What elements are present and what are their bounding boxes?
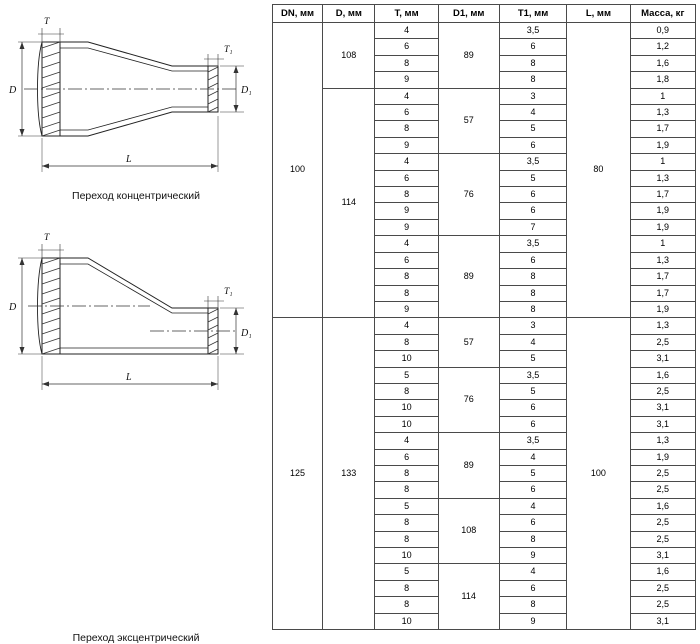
cell-mass: 3,1: [630, 613, 695, 629]
concentric-reducer-drawing: [0, 4, 272, 204]
cell-t: 10: [375, 416, 438, 432]
col-header-d: D, мм: [323, 5, 375, 23]
cell-t: 6: [375, 449, 438, 465]
cell-t: 8: [375, 187, 438, 203]
cell-mass: 2,5: [630, 334, 695, 350]
cell-t: 10: [375, 548, 438, 564]
cell-mass: 1,9: [630, 137, 695, 153]
cell-t: 10: [375, 613, 438, 629]
cell-t1: 6: [499, 400, 567, 416]
cell-t: 9: [375, 72, 438, 88]
label-D-fig2: D: [9, 302, 17, 313]
cell-mass: 2,5: [630, 597, 695, 613]
cell-mass: 1: [630, 154, 695, 170]
cell-mass: 1,3: [630, 170, 695, 186]
cell-t1: 4: [499, 498, 567, 514]
cell-mass: 2,5: [630, 515, 695, 531]
cell-t1: 6: [499, 187, 567, 203]
cell-mass: 1,3: [630, 105, 695, 121]
cell-mass: 1,7: [630, 187, 695, 203]
cell-mass: 1,6: [630, 55, 695, 71]
cell-t: 4: [375, 433, 438, 449]
spec-table: [272, 4, 696, 630]
cell-t1: 3: [499, 88, 567, 104]
cell-t1: 6: [499, 580, 567, 596]
table-row: [273, 88, 696, 104]
cell-t: 5: [375, 367, 438, 383]
cell-t: 8: [375, 531, 438, 547]
cell-t: 8: [375, 515, 438, 531]
cell-t1: 6: [499, 39, 567, 55]
cell-t1: 8: [499, 301, 567, 317]
label-T1-fig1: T₁: [224, 45, 233, 55]
cell-mass: 1,3: [630, 252, 695, 268]
cell-d1: 89: [438, 236, 499, 318]
cell-mass: 3,1: [630, 548, 695, 564]
cell-t1: 5: [499, 351, 567, 367]
table-row: [273, 318, 696, 334]
cell-t1: 9: [499, 548, 567, 564]
cell-t: 10: [375, 351, 438, 367]
cell-d1: 89: [438, 23, 499, 89]
eccentric-reducer-drawing: [0, 226, 272, 426]
cell-mass: 1,6: [630, 367, 695, 383]
cell-d: 114: [323, 88, 375, 318]
cell-t: 5: [375, 498, 438, 514]
cell-t: 8: [375, 334, 438, 350]
cell-dn: 125: [273, 318, 323, 630]
cell-t1: 3,5: [499, 236, 567, 252]
cell-mass: 1,2: [630, 39, 695, 55]
cell-t1: 3,5: [499, 367, 567, 383]
cell-d1: 57: [438, 318, 499, 367]
cell-mass: 1,9: [630, 449, 695, 465]
cell-t: 10: [375, 400, 438, 416]
diagram-panel: [0, 0, 272, 644]
cell-t: 8: [375, 285, 438, 301]
cell-t1: 5: [499, 170, 567, 186]
cell-mass: 2,5: [630, 482, 695, 498]
cell-d1: 76: [438, 367, 499, 433]
cell-mass: 0,9: [630, 23, 695, 39]
cell-mass: 1: [630, 88, 695, 104]
cell-mass: 1: [630, 236, 695, 252]
cell-t: 6: [375, 252, 438, 268]
cell-d1: 89: [438, 433, 499, 499]
cell-t: 9: [375, 219, 438, 235]
cell-t1: 8: [499, 285, 567, 301]
col-header-dn: DN, мм: [273, 5, 323, 23]
cell-mass: 1,7: [630, 285, 695, 301]
col-header-t1: T1, мм: [499, 5, 567, 23]
cell-d: 133: [323, 318, 375, 630]
cell-mass: 3,1: [630, 416, 695, 432]
cell-dn: 100: [273, 23, 323, 318]
cell-t1: 4: [499, 564, 567, 580]
cell-mass: 2,5: [630, 465, 695, 481]
cell-mass: 2,5: [630, 531, 695, 547]
label-T-fig2: T: [44, 233, 50, 243]
label-D-fig1: D: [9, 85, 17, 96]
cell-t: 8: [375, 465, 438, 481]
cell-t: 8: [375, 482, 438, 498]
col-header-mass: Масса, кг: [630, 5, 695, 23]
cell-t: 6: [375, 170, 438, 186]
label-D1-fig2: D₁: [241, 328, 252, 339]
cell-mass: 1,6: [630, 498, 695, 514]
cell-d: 108: [323, 23, 375, 89]
cell-t: 6: [375, 39, 438, 55]
cell-t1: 3: [499, 318, 567, 334]
table-row: [273, 23, 696, 39]
cell-l: 100: [567, 318, 630, 630]
col-header-l: L, мм: [567, 5, 630, 23]
cell-mass: 1,9: [630, 219, 695, 235]
cell-t: 4: [375, 88, 438, 104]
cell-t1: 8: [499, 72, 567, 88]
cell-mass: 3,1: [630, 351, 695, 367]
cell-t: 6: [375, 105, 438, 121]
cell-t1: 5: [499, 121, 567, 137]
cell-mass: 1,7: [630, 121, 695, 137]
cell-t1: 9: [499, 613, 567, 629]
cell-t1: 4: [499, 449, 567, 465]
cell-mass: 1,9: [630, 203, 695, 219]
cell-t: 8: [375, 580, 438, 596]
figure-2-caption: Переход эксцентрический: [72, 632, 200, 644]
cell-t1: 7: [499, 219, 567, 235]
cell-t1: 6: [499, 416, 567, 432]
cell-t: 8: [375, 55, 438, 71]
cell-t: 9: [375, 301, 438, 317]
cell-d1: 114: [438, 564, 499, 630]
table-header-row: [273, 5, 696, 23]
cell-mass: 3,1: [630, 400, 695, 416]
cell-t: 4: [375, 236, 438, 252]
label-T-fig1: T: [44, 17, 50, 27]
cell-mass: 2,5: [630, 580, 695, 596]
label-D1-fig1: D₁: [241, 85, 252, 96]
cell-t: 9: [375, 203, 438, 219]
cell-mass: 1,6: [630, 564, 695, 580]
cell-t1: 6: [499, 203, 567, 219]
cell-t1: 4: [499, 334, 567, 350]
cell-d1: 108: [438, 498, 499, 564]
cell-t1: 3,5: [499, 23, 567, 39]
cell-mass: 1,3: [630, 433, 695, 449]
cell-t1: 8: [499, 597, 567, 613]
cell-t: 9: [375, 137, 438, 153]
col-header-t: T, мм: [375, 5, 438, 23]
cell-t1: 6: [499, 252, 567, 268]
cell-t1: 5: [499, 383, 567, 399]
cell-mass: 1,3: [630, 318, 695, 334]
figure-eccentric-reducer: [0, 226, 272, 644]
cell-t: 4: [375, 23, 438, 39]
cell-t1: 6: [499, 515, 567, 531]
figure-concentric-reducer: [0, 4, 272, 224]
cell-t: 4: [375, 318, 438, 334]
cell-t: 8: [375, 269, 438, 285]
cell-d1: 76: [438, 154, 499, 236]
cell-t1: 8: [499, 269, 567, 285]
cell-d1: 57: [438, 88, 499, 154]
cell-t1: 5: [499, 465, 567, 481]
cell-t1: 8: [499, 55, 567, 71]
cell-t1: 4: [499, 105, 567, 121]
cell-mass: 1,8: [630, 72, 695, 88]
cell-mass: 1,7: [630, 269, 695, 285]
cell-t: 8: [375, 597, 438, 613]
table-body: [273, 23, 696, 630]
label-L-fig1: L: [126, 154, 132, 165]
figure-1-caption: Переход концентрический: [72, 190, 200, 202]
cell-mass: 2,5: [630, 383, 695, 399]
cell-t: 4: [375, 154, 438, 170]
cell-t1: 3,5: [499, 154, 567, 170]
cell-t: 8: [375, 121, 438, 137]
cell-t1: 8: [499, 531, 567, 547]
col-header-d1: D1, мм: [438, 5, 499, 23]
cell-t: 5: [375, 564, 438, 580]
cell-t1: 6: [499, 137, 567, 153]
label-T1-fig2: T₁: [224, 287, 233, 297]
label-L-fig2: L: [126, 372, 132, 383]
cell-t1: 3,5: [499, 433, 567, 449]
cell-t1: 6: [499, 482, 567, 498]
cell-t: 8: [375, 383, 438, 399]
cell-l: 80: [567, 23, 630, 318]
cell-mass: 1,9: [630, 301, 695, 317]
spec-table-wrapper: [272, 4, 696, 630]
